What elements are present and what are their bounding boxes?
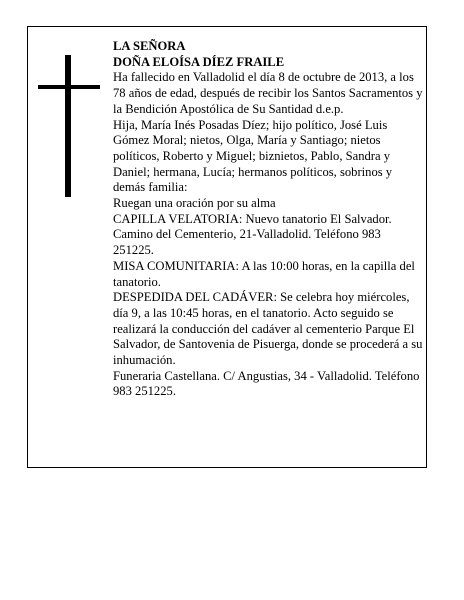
family-list: Hija, María Inés Posadas Díez; hijo político, José Luis Gómez Moral; nietos, Olga, María y Santiago; nietos políticos, Roberto y Miguel; biznietos, Pablo, Sandra y Daniel; hermana, Lucía; hermanos políticos, sobrinos y demás familia:	[113, 117, 393, 195]
title-line-1: LA SEÑORA	[113, 39, 186, 53]
prayer-request: Ruegan una oración por su alma	[113, 196, 276, 211]
farewell-info: DESPEDIDA DEL CADÁVER: Se celebra hoy miércoles, día 9, a las 10:45 horas, en el tanatorio. Acto seguido se realizará la conducción del cadáver al cementerio Parque El Salvador, de Santovenia de Pisuerga, donde se procederá a su inhumación.	[113, 290, 423, 368]
obituary-text	[113, 39, 423, 400]
funeral-home-info: Funeraria Castellana. C/ Angustias, 34 - Valladolid. Teléfono 983 251225.	[113, 368, 420, 399]
cross-horizontal-bar	[38, 85, 100, 89]
deceased-name: DOÑA ELOÍSA DÍEZ FRAILE	[113, 54, 285, 69]
funeral-chapel-info: CAPILLA VELATORIA: Nuevo tanatorio El Salvador. Camino del Cementerio, 21-Valladolid. Teléfono 983 251225.	[113, 211, 392, 258]
cross-vertical-bar	[65, 55, 71, 197]
mass-info: MISA COMUNITARIA: A las 10:00 horas, en la capilla del tanatorio.	[113, 258, 415, 289]
latin-cross-icon	[38, 55, 100, 197]
death-announcement: Ha fallecido en Valladolid el día 8 de octubre de 2013, a los 78 años de edad, después de recibir los Santos Sacramentos y la Bendición Apostólica de Su Santidad d.e.p.	[113, 70, 423, 116]
